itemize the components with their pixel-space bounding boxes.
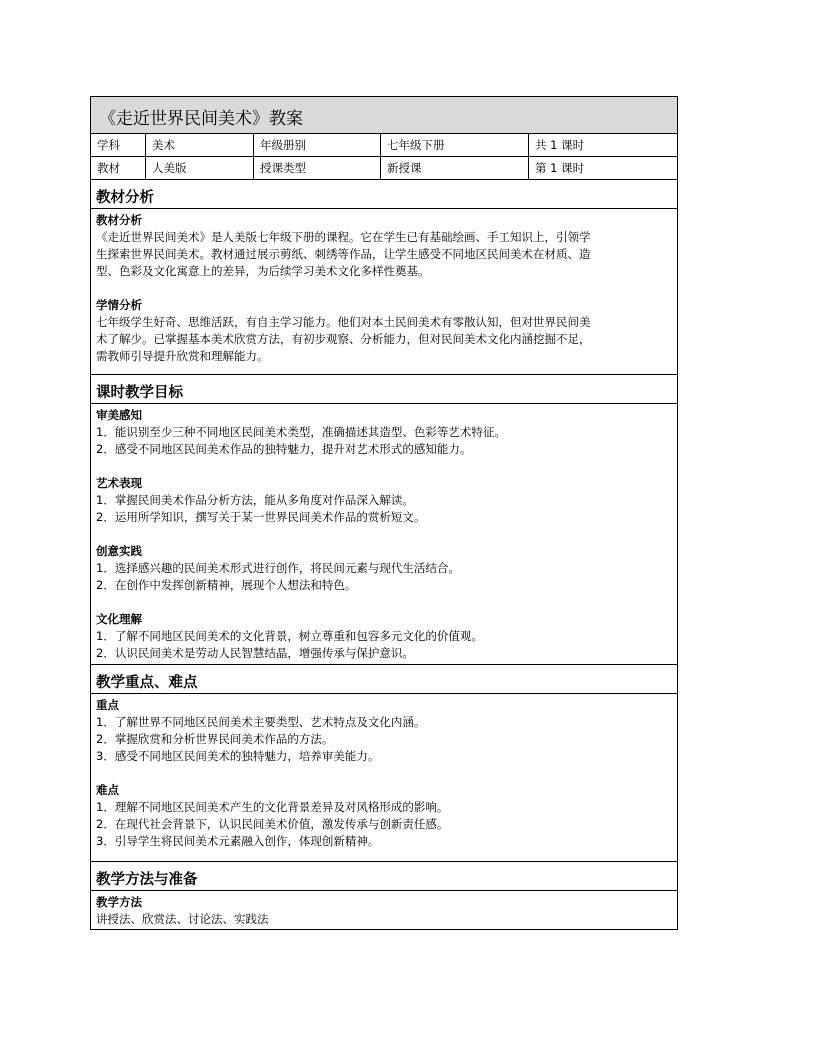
subheading-hard: 难点 bbox=[96, 783, 119, 797]
methods-text: 讲授法、欣赏法、讨论法、实践法 bbox=[96, 912, 269, 926]
info-row-1 bbox=[91, 134, 677, 157]
lesson-plan-table bbox=[90, 96, 678, 930]
current-hour: 第 1 课时 bbox=[535, 161, 585, 175]
paragraph-line: 七年级学生好奇、思维活跃，有自主学习能力。他们对本土民间美术有零散认知，但对世界民间美 bbox=[96, 315, 591, 329]
section-body-goals bbox=[91, 404, 677, 665]
list-item: 2．运用所学知识，撰写关于某一世界民间美术作品的赏析短文。 bbox=[96, 510, 426, 524]
grade-value: 七年级下册 bbox=[381, 134, 529, 156]
list-item: 1．掌握民间美术作品分析方法，能从多角度对作品深入解读。 bbox=[96, 493, 414, 507]
list-item: 3．感受不同地区民间美术的独特魅力，培养审美能力。 bbox=[96, 749, 380, 763]
textbook-value: 人美版 bbox=[146, 157, 254, 179]
list-item: 1．理解不同地区民间美术产生的文化背景差异及对风格形成的影响。 bbox=[96, 800, 449, 814]
list-item: 1．了解世界不同地区民间美术主要类型、艺术特点及文化内涵。 bbox=[96, 715, 426, 729]
list-item: 1．选择感兴趣的民间美术形式进行创作，将民间元素与现代生活结合。 bbox=[96, 561, 460, 575]
list-item: 2．在创作中发挥创新精神，展现个人想法和特色。 bbox=[96, 578, 357, 592]
list-item: 3．引导学生将民间美术元素融入创作，体现创新精神。 bbox=[96, 834, 380, 848]
paragraph-line: 《走近世界民间美术》是人美版七年级下册的课程。它在学生已有基础绘画、手工知识上，引领学 bbox=[96, 230, 591, 244]
total-hours: 共 1 课时 bbox=[535, 138, 585, 152]
list-item: 2．在现代社会背景下，认识民间美术价值，激发传承与创新责任感。 bbox=[96, 817, 449, 831]
paragraph-line: 术了解少。已掌握基本美术欣赏方法，有初步观察、分析能力，但对民间美术文化内涵挖掘不足， bbox=[96, 332, 591, 346]
paragraph-line: 型、色彩及文化寓意上的差异，为后续学习美术文化多样性奠基。 bbox=[96, 264, 430, 278]
subject-label: 学科 bbox=[91, 134, 146, 156]
section-heading-keypoints: 教学重点、难点 bbox=[91, 665, 677, 694]
lesson-type-value: 新授课 bbox=[381, 157, 529, 179]
list-item: 2．认识民间美术是劳动人民智慧结晶，增强传承与保护意识。 bbox=[96, 646, 414, 660]
subheading-goal-group: 艺术表现 bbox=[96, 476, 142, 490]
subheading-methods: 教学方法 bbox=[96, 895, 142, 909]
paragraph-line: 生探索世界民间美术。教材通过展示剪纸、刺绣等作品，让学生感受不同地区民间美术在材质、造 bbox=[96, 247, 591, 261]
section-body-keypoints bbox=[91, 694, 677, 862]
textbook-label: 教材 bbox=[91, 157, 146, 179]
subheading-key: 重点 bbox=[96, 698, 119, 712]
section-heading-methods: 教学方法与准备 bbox=[91, 862, 677, 891]
info-row-2 bbox=[91, 157, 677, 180]
list-item: 2．掌握欣赏和分析世界民间美术作品的方法。 bbox=[96, 732, 334, 746]
list-item: 1．了解不同地区民间美术的文化背景，树立尊重和包容多元文化的价值观。 bbox=[96, 629, 483, 643]
document-title: 《走近世界民间美术》教案 bbox=[91, 97, 677, 134]
list-item: 1．能识别至少三种不同地区民间美术类型，准确描述其造型、色彩等艺术特征。 bbox=[96, 425, 506, 439]
subject-value: 美术 bbox=[146, 134, 254, 156]
section-body-analysis bbox=[91, 209, 677, 375]
grade-label: 年级册别 bbox=[254, 134, 381, 156]
subheading-goal-group: 创意实践 bbox=[96, 544, 142, 558]
section-heading-analysis: 教材分析 bbox=[91, 180, 677, 209]
subheading-learner: 学情分析 bbox=[96, 298, 142, 312]
lesson-type-label: 授课类型 bbox=[254, 157, 381, 179]
paragraph-line: 需教师引导提升欣赏和理解能力。 bbox=[96, 349, 269, 363]
subheading-textbook: 教材分析 bbox=[96, 213, 142, 227]
section-body-methods bbox=[91, 891, 677, 929]
subheading-goal-group: 审美感知 bbox=[96, 408, 142, 422]
subheading-goal-group: 文化理解 bbox=[96, 612, 142, 626]
list-item: 2．感受不同地区民间美术作品的独特魅力，提升对艺术形式的感知能力。 bbox=[96, 442, 472, 456]
section-heading-goals: 课时教学目标 bbox=[91, 375, 677, 404]
